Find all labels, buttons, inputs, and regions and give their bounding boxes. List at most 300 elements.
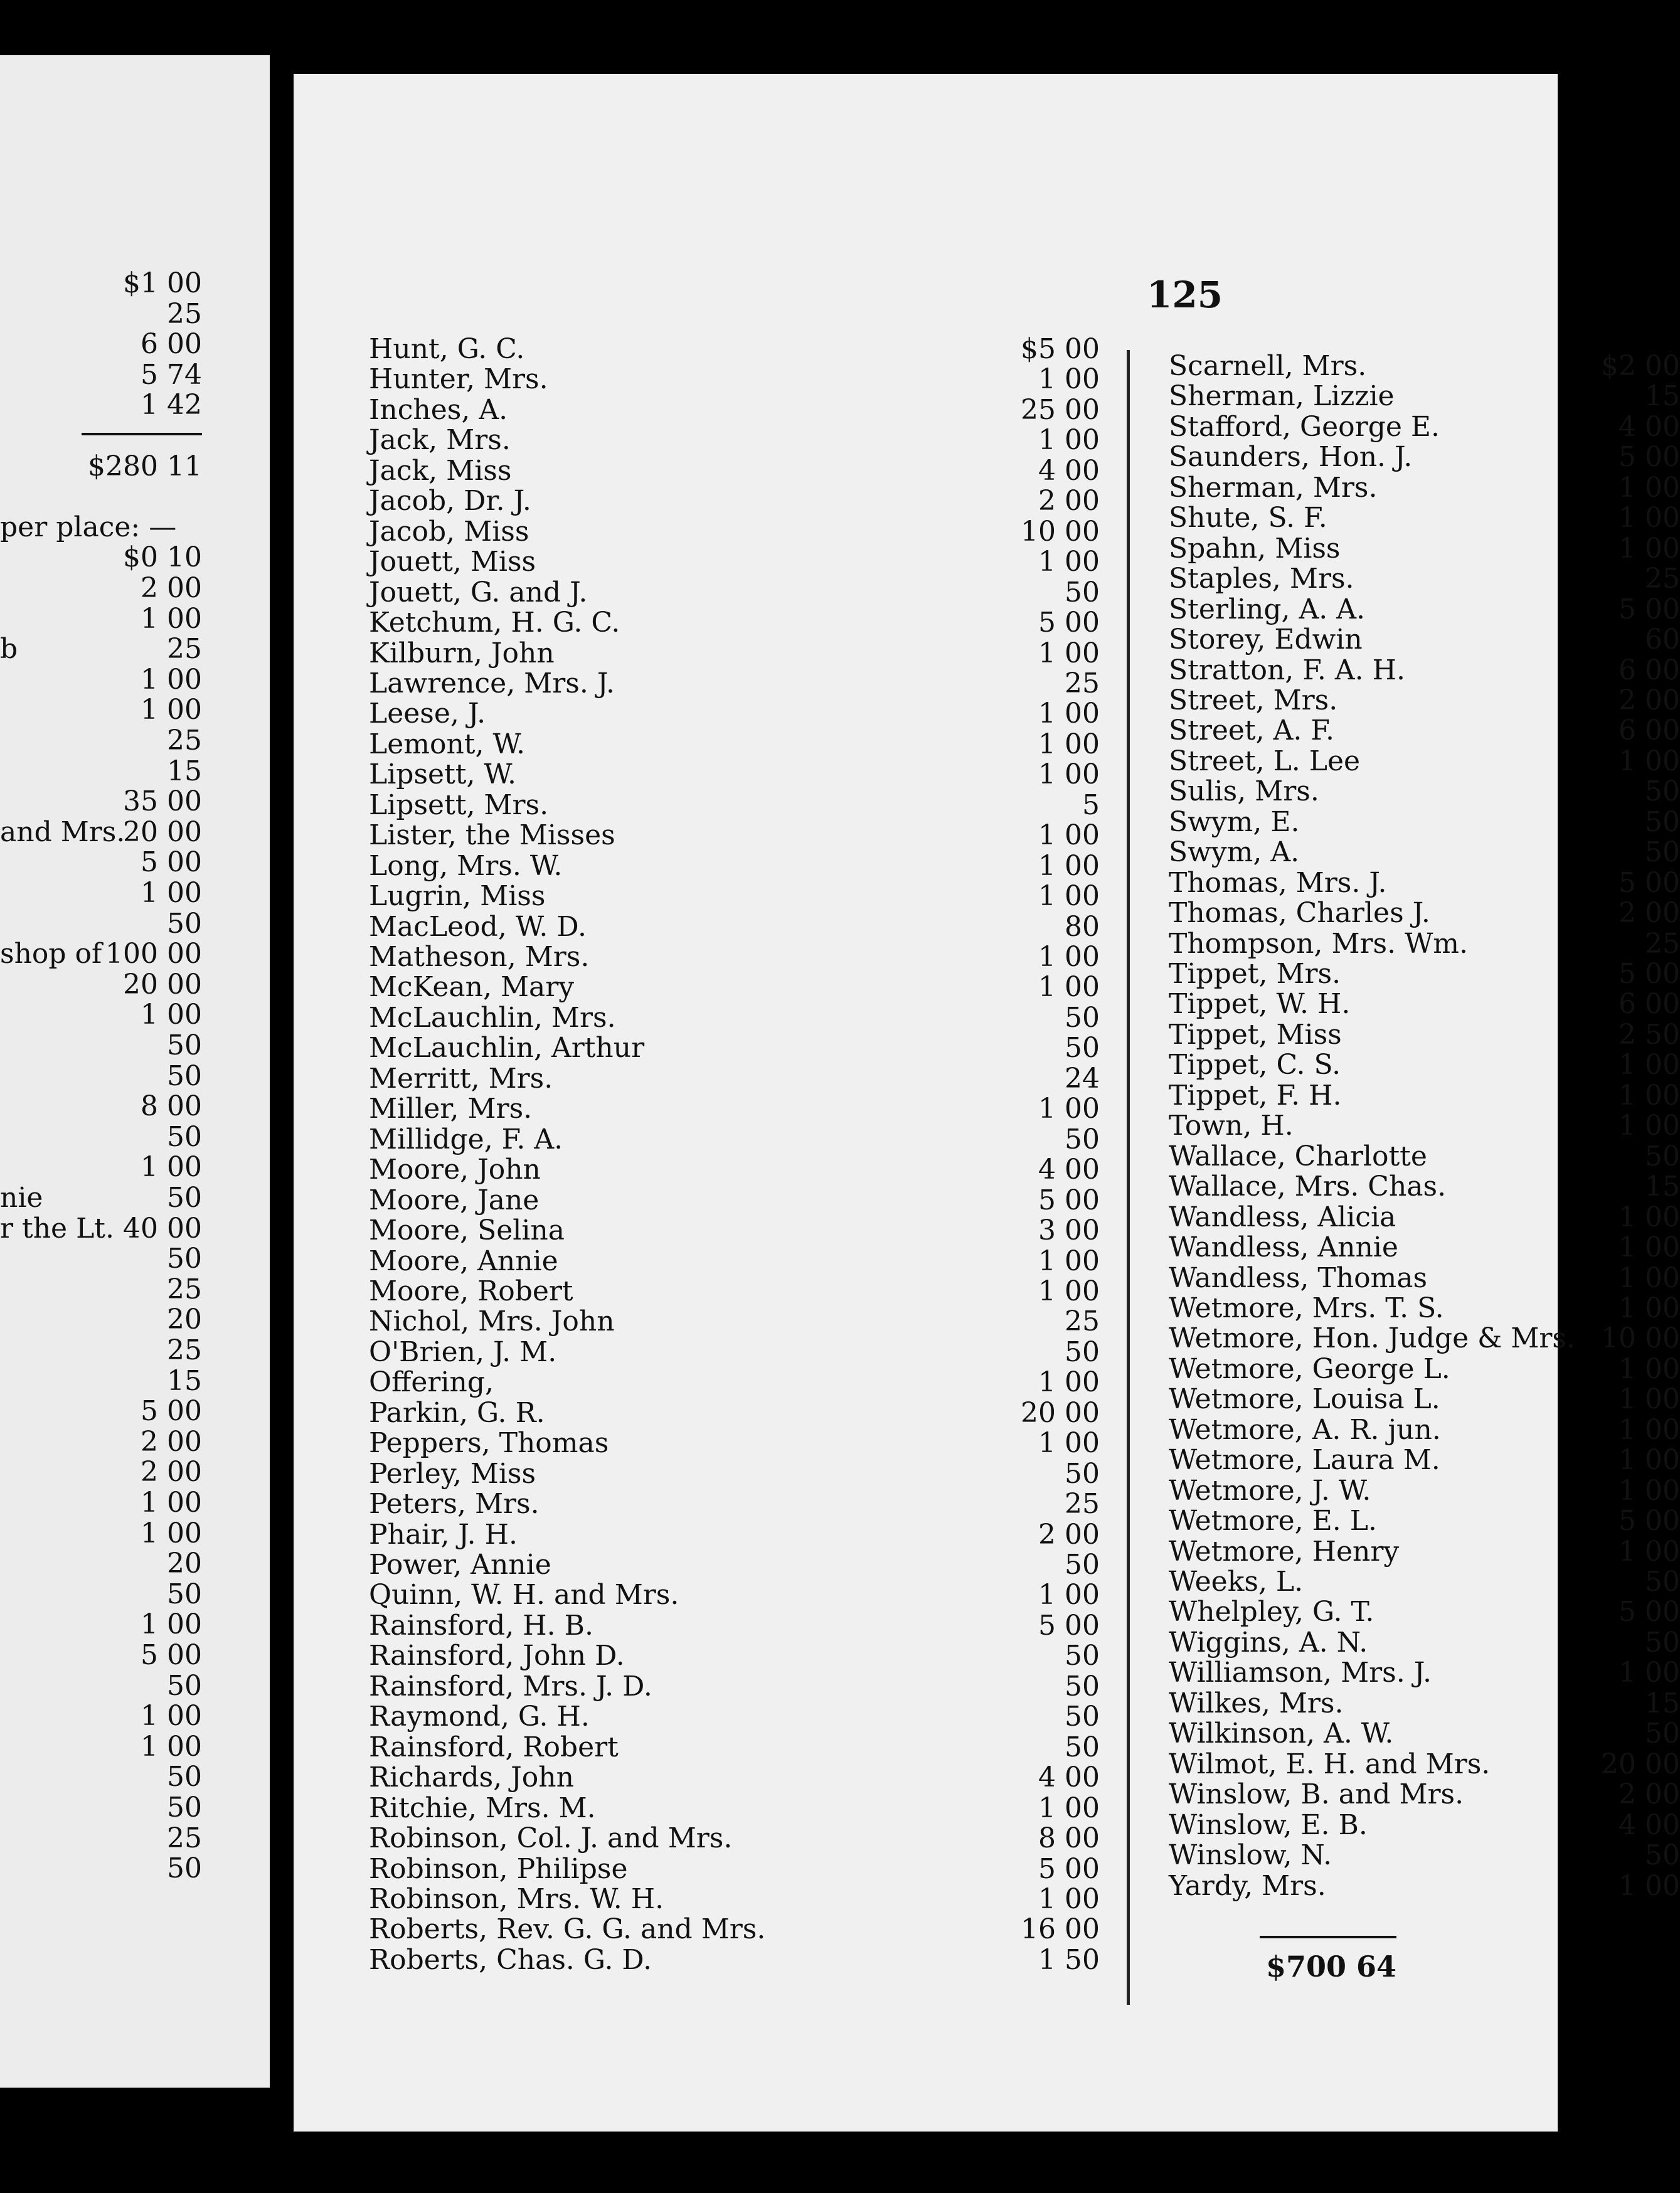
prev-page-line — [0, 1031, 202, 1061]
subscriber-name: MacLeod, W. D. — [369, 910, 587, 943]
subscriber-name: Moore, Selina — [369, 1214, 565, 1247]
entry-row — [1169, 1750, 1680, 1780]
subscriber-name: Wilkes, Mrs. — [1169, 1687, 1344, 1719]
entry-row — [1169, 625, 1680, 655]
prev-page-line — [0, 573, 202, 603]
subscription-amount: 1 50 — [1038, 1943, 1100, 1976]
subscriber-name: Staples, Mrs. — [1169, 563, 1354, 595]
subscription-amount: 1 00 — [1038, 728, 1100, 760]
entry-row — [1169, 1445, 1680, 1475]
subscriber-name: Wetmore, A. R. jun. — [1169, 1413, 1441, 1446]
subscription-amount: 1 00 — [1619, 471, 1680, 504]
subscriber-name: Power, Annie — [369, 1549, 551, 1581]
subscriber-name: Perley, Miss — [369, 1457, 536, 1490]
right-column-total: $700 64 — [1265, 1950, 1396, 1983]
subscriber-name: Lipsett, W. — [369, 758, 516, 791]
entry-row — [369, 942, 1100, 972]
subscriber-name: Thompson, Mrs. Wm. — [1169, 927, 1469, 960]
subscriber-name: Wandless, Annie — [1169, 1231, 1398, 1264]
subscription-amount: 25 — [1065, 1488, 1100, 1521]
prev-page-line — [0, 452, 202, 482]
subscriber-name: Sulis, Mrs. — [1169, 775, 1319, 808]
entry-row — [1169, 1658, 1680, 1688]
subscription-amount: 25 — [1065, 1305, 1100, 1338]
subscription-amount: 24 — [1065, 1062, 1100, 1095]
subscriber-name: Thomas, Mrs. J. — [1169, 866, 1387, 899]
subscriber-name: Rainsford, John D. — [369, 1640, 625, 1672]
prev-page-amount: 1 00 — [141, 1151, 202, 1184]
prev-page-amount: 2 00 — [141, 1425, 202, 1458]
prev-page-amount: 1 00 — [141, 1517, 202, 1549]
prev-page-amount: $1 00 — [123, 267, 202, 299]
entry-row — [1169, 1689, 1680, 1719]
subscriber-name: Jack, Mrs. — [369, 424, 511, 457]
entry-row — [1169, 1780, 1680, 1810]
subscription-amount: 1 00 — [1619, 1444, 1680, 1477]
entry-row — [1169, 1354, 1680, 1384]
entry-row — [369, 1398, 1100, 1428]
subscriber-name: Stratton, F. A. H. — [1169, 654, 1406, 686]
subscription-amount: 50 — [1065, 1670, 1100, 1702]
subscription-amount: 25 — [1065, 667, 1100, 699]
prev-page-line — [0, 1183, 202, 1213]
subscription-amount: 6 00 — [1619, 714, 1680, 747]
subscriber-name: Winslow, N. — [1169, 1839, 1332, 1872]
prev-page-line — [0, 1122, 202, 1152]
prev-page-amount: 20 00 — [123, 968, 202, 1001]
subscription-amount: 1 00 — [1038, 1427, 1100, 1460]
entry-row — [1169, 868, 1680, 898]
prev-page-line — [0, 1000, 202, 1030]
subscriber-name: Peppers, Thomas — [369, 1427, 609, 1460]
entry-row — [369, 1064, 1100, 1094]
subscriber-name: Quinn, W. H. and Mrs. — [369, 1579, 679, 1612]
subscriber-name: Wetmore, Henry — [1169, 1535, 1400, 1568]
entry-row — [1169, 1597, 1680, 1627]
subscription-amount: 50 — [1065, 1701, 1100, 1733]
prev-page-amount: 50 — [167, 1243, 202, 1275]
subscription-amount: 15 — [1645, 1687, 1680, 1719]
entry-row — [369, 639, 1100, 669]
prev-page-amount: 25 — [167, 297, 202, 330]
subscription-amount: 50 — [1645, 1626, 1680, 1659]
prev-page-line — [0, 512, 202, 543]
prev-page-amount: 25 — [167, 1273, 202, 1305]
subscription-amount: 4 00 — [1038, 454, 1100, 487]
entry-row — [369, 1641, 1100, 1671]
subscriber-name: Peters, Mrs. — [369, 1488, 540, 1521]
subscriber-name: Lugrin, Miss — [369, 880, 546, 913]
prev-page-line — [0, 329, 202, 359]
subscription-amount: 20 00 — [1021, 1396, 1100, 1429]
prev-page-line — [0, 726, 202, 756]
prev-page-line — [0, 817, 202, 847]
entry-row — [369, 669, 1100, 699]
prev-page-amount: 5 00 — [141, 1639, 202, 1671]
entry-row — [369, 1367, 1100, 1398]
entry-row — [1169, 1840, 1680, 1871]
prev-page-amount: 1 00 — [141, 1608, 202, 1641]
prev-page-text: per place: — — [0, 511, 177, 543]
entry-row — [1169, 1263, 1680, 1293]
subscription-amount: 50 — [1645, 1140, 1680, 1172]
subscriber-name: Wiggins, A. N. — [1169, 1626, 1368, 1659]
entry-row — [369, 1155, 1100, 1185]
entry-row — [369, 1884, 1100, 1914]
subscriber-name: Robinson, Mrs. W. H. — [369, 1882, 664, 1915]
subscription-amount: 1 00 — [1038, 941, 1100, 973]
subscription-amount: 50 — [1065, 1001, 1100, 1034]
subscription-amount: 5 00 — [1038, 1184, 1100, 1216]
prev-page-amount: 1 00 — [141, 1700, 202, 1733]
subscription-amount: $2 00 — [1601, 350, 1680, 382]
subscriber-name: Rainsford, Robert — [369, 1731, 619, 1763]
prev-page-amount: 50 — [167, 1669, 202, 1702]
subscriber-name: Winslow, E. B. — [1169, 1808, 1368, 1841]
entry-row — [369, 1337, 1100, 1367]
prev-page-text: b — [0, 633, 18, 666]
prev-page-line — [0, 1091, 202, 1122]
subscriber-name: Tippet, Mrs. — [1169, 958, 1341, 990]
prev-page-amount: 2 00 — [141, 1456, 202, 1489]
entry-row — [369, 1094, 1100, 1124]
subscription-amount: 5 — [1082, 789, 1100, 821]
entry-row — [369, 1914, 1100, 1945]
entry-row — [369, 364, 1100, 395]
subscriber-name: Scarnell, Mrs. — [1169, 350, 1367, 382]
entry-row — [369, 760, 1100, 790]
entry-row — [1169, 1081, 1680, 1111]
subscriber-name: Jouett, G. and J. — [369, 576, 588, 608]
prev-page-amount: 1 00 — [141, 663, 202, 696]
subscriber-name: McLauchlin, Mrs. — [369, 1001, 616, 1034]
column-divider — [1127, 350, 1130, 2005]
prev-page-amount: 50 — [167, 1792, 202, 1824]
entry-row — [369, 1580, 1100, 1610]
entry-row — [369, 1125, 1100, 1155]
prev-page-amount: 35 00 — [123, 785, 202, 818]
subscriber-name: Jouett, Miss — [369, 546, 536, 578]
entry-row — [369, 1307, 1100, 1337]
entry-row — [369, 912, 1100, 942]
subscriber-name: Wilkinson, A. W. — [1169, 1718, 1394, 1750]
subscriber-name: Tippet, W. H. — [1169, 988, 1351, 1021]
subscription-amount: 1 00 — [1038, 1792, 1100, 1824]
prev-page-amount: 1 00 — [141, 1487, 202, 1519]
prev-page-line — [0, 1061, 202, 1091]
subscription-amount: 1 00 — [1038, 971, 1100, 1004]
prev-page-line — [0, 1396, 202, 1426]
entry-row — [369, 1489, 1100, 1519]
prev-page-amount: 1 42 — [141, 389, 202, 422]
prev-page-amount: 50 — [167, 1852, 202, 1885]
prev-page-line — [0, 1488, 202, 1518]
subscription-amount: 1 00 — [1038, 546, 1100, 578]
subscriber-name: O'Brien, J. M. — [369, 1335, 557, 1368]
entry-row — [1169, 595, 1680, 625]
prev-page-line — [0, 1640, 202, 1670]
subscriber-name: Wetmore, Mrs. T. S. — [1169, 1292, 1444, 1324]
prev-page-amount: 100 00 — [105, 938, 202, 970]
subscription-amount: 5 00 — [1038, 1609, 1100, 1642]
subscription-amount: 1 00 — [1619, 1079, 1680, 1112]
subscription-amount: 3 00 — [1038, 1214, 1100, 1247]
prev-page-text: shop of — [0, 938, 102, 970]
subscription-amount: 1 00 — [1038, 1275, 1100, 1307]
prev-page-line — [0, 1762, 202, 1792]
prev-page-line — [0, 1580, 202, 1610]
entry-row — [369, 517, 1100, 547]
entry-row — [369, 608, 1100, 638]
prev-page-amount: 1 00 — [141, 877, 202, 909]
subscriber-name: Lemont, W. — [369, 728, 525, 760]
subscription-amount: 1 00 — [1038, 849, 1100, 882]
subscriber-name: Sterling, A. A. — [1169, 593, 1366, 625]
prev-page-amount: 25 — [167, 1822, 202, 1854]
subscription-amount: 4 00 — [1619, 1808, 1680, 1841]
subscriber-name: Jack, Miss — [369, 454, 512, 487]
prev-page-amount: 50 — [167, 1059, 202, 1092]
prev-page-line — [0, 390, 202, 420]
subscriber-name: Jacob, Miss — [369, 515, 529, 548]
subscriber-name: Roberts, Chas. G. D. — [369, 1943, 652, 1976]
prev-page-text: and Mrs. — [0, 815, 125, 848]
subscription-amount: 2 00 — [1038, 485, 1100, 518]
entry-row — [369, 425, 1100, 455]
subscriber-name: Parkin, G. R. — [369, 1396, 545, 1429]
subscriber-name: Wetmore, Louisa L. — [1169, 1383, 1440, 1416]
subscriber-name: Rainsford, Mrs. J. D. — [369, 1670, 652, 1702]
subscriber-name: Williamson, Mrs. J. — [1169, 1657, 1432, 1689]
prev-page-amount: 1 00 — [141, 694, 202, 726]
prev-page-amount: 5 00 — [141, 846, 202, 879]
subscription-amount: 15 — [1645, 1171, 1680, 1203]
subscription-amount: 1 00 — [1038, 1366, 1100, 1399]
subscriber-name: Roberts, Rev. G. G. and Mrs. — [369, 1913, 766, 1946]
subscription-amount: 1 00 — [1619, 1657, 1680, 1689]
subscription-amount: 5 00 — [1619, 958, 1680, 990]
subscriber-name: Town, H. — [1169, 1110, 1294, 1142]
entry-row — [1169, 837, 1680, 868]
subscription-amount: 1 00 — [1038, 363, 1100, 396]
subscription-amount: 50 — [1645, 1718, 1680, 1750]
subscription-amount: 1 00 — [1619, 1352, 1680, 1385]
subscription-amount: 1 00 — [1038, 1579, 1100, 1612]
entry-row — [369, 547, 1100, 577]
subscription-amount: 2 00 — [1619, 1778, 1680, 1811]
prev-page-text: nie — [0, 1182, 43, 1214]
entry-row — [369, 486, 1100, 516]
subscription-amount: 1 00 — [1619, 1535, 1680, 1568]
entry-row — [369, 1246, 1100, 1277]
subscription-amount: 5 00 — [1038, 607, 1100, 639]
subscriber-name: Ketchum, H. G. C. — [369, 607, 620, 639]
entry-row — [1169, 1020, 1680, 1050]
subscriber-name: McKean, Mary — [369, 971, 575, 1004]
prev-page-amount: 15 — [167, 1364, 202, 1397]
subscription-amount: 4 00 — [1038, 1154, 1100, 1186]
prev-page-line — [0, 1366, 202, 1396]
subscription-amount: 1 00 — [1619, 1231, 1680, 1264]
subscription-amount: 25 00 — [1021, 393, 1100, 426]
subscriber-name: Millidge, F. A. — [369, 1123, 563, 1155]
prev-page-line — [0, 268, 202, 299]
prev-page-amount: 50 — [167, 1578, 202, 1610]
prev-page-line — [0, 1152, 202, 1182]
entry-row — [369, 334, 1100, 364]
page-number: 125 — [1147, 273, 1223, 316]
entry-row — [1169, 1172, 1680, 1202]
subscriber-name: Thomas, Charles J. — [1169, 897, 1430, 930]
subscription-amount: 1 00 — [1619, 1261, 1680, 1294]
entry-row — [1169, 807, 1680, 837]
subscriber-name: Ritchie, Mrs. M. — [369, 1792, 596, 1824]
prev-page-amount: 5 00 — [141, 1395, 202, 1428]
entry-row — [369, 1003, 1100, 1033]
entry-row — [369, 1702, 1100, 1732]
subscription-amount: 6 00 — [1619, 988, 1680, 1021]
subscription-amount: 50 — [1645, 775, 1680, 808]
previous-page-fragment — [0, 55, 270, 2088]
prev-page-line — [0, 665, 202, 695]
subscription-amount: 1 00 — [1619, 1049, 1680, 1081]
entry-row — [369, 1033, 1100, 1063]
prev-page-amount: 50 — [167, 907, 202, 940]
entry-row — [1169, 381, 1680, 412]
subscription-amount: 25 — [1645, 563, 1680, 595]
entry-row — [369, 1611, 1100, 1641]
entry-row — [369, 1459, 1100, 1489]
entry-row — [369, 1733, 1100, 1763]
subscriber-name: Spahn, Miss — [1169, 532, 1341, 565]
prev-page-amount: 1 00 — [141, 1730, 202, 1763]
entry-row — [369, 1763, 1100, 1793]
entry-row — [1169, 503, 1680, 533]
subscription-amount: 1 00 — [1619, 502, 1680, 534]
prev-page-line — [0, 1824, 202, 1854]
prev-page-line — [0, 909, 202, 939]
entry-row — [1169, 959, 1680, 989]
prev-page-line — [0, 1214, 202, 1244]
subscription-amount: 50 — [1065, 1731, 1100, 1763]
subscription-amount: 1 00 — [1619, 1110, 1680, 1142]
prev-page-line — [0, 1793, 202, 1823]
subscriber-name: Leese, J. — [369, 698, 486, 730]
subscription-amount: 50 — [1645, 1839, 1680, 1872]
prev-page-line — [0, 1671, 202, 1701]
subscription-amount: 1 00 — [1038, 1245, 1100, 1277]
prev-page-amount: 1 00 — [141, 602, 202, 635]
subscriber-name: Wetmore, George L. — [1169, 1352, 1450, 1385]
entry-row — [1169, 1233, 1680, 1263]
subscription-amount: 50 — [1645, 805, 1680, 838]
subscription-amount: 15 — [1645, 380, 1680, 413]
entry-row — [1169, 898, 1680, 928]
subscriber-name: Street, Mrs. — [1169, 684, 1338, 716]
entry-row — [1169, 1203, 1680, 1233]
subscription-amount: 1 00 — [1619, 745, 1680, 777]
subscription-amount: 50 — [1065, 1640, 1100, 1672]
subscription-amount: 50 — [1065, 576, 1100, 608]
entry-row — [1169, 777, 1680, 807]
prev-page-line — [0, 847, 202, 878]
entry-row — [369, 395, 1100, 425]
subscription-amount: 1 00 — [1619, 1292, 1680, 1324]
prev-page-amount: 8 00 — [141, 1090, 202, 1123]
prev-page-amount: 50 — [167, 1120, 202, 1153]
subscriber-name: Hunter, Mrs. — [369, 363, 548, 396]
subscription-amount: 1 00 — [1038, 880, 1100, 913]
subscriber-name: Wilmot, E. H. and Mrs. — [1169, 1748, 1491, 1780]
entry-row — [1169, 716, 1680, 746]
entry-row — [369, 1428, 1100, 1458]
prev-page-line — [0, 1610, 202, 1640]
subscriber-name: Sherman, Lizzie — [1169, 380, 1395, 413]
prev-page-amount: 25 — [167, 633, 202, 666]
prev-page-line — [0, 757, 202, 787]
entry-row — [1169, 1537, 1680, 1567]
subscriber-name: Street, L. Lee — [1169, 745, 1361, 777]
prev-page-line — [0, 1275, 202, 1305]
subscription-amount: 1 00 — [1038, 1093, 1100, 1125]
subscriber-name: Tippet, C. S. — [1169, 1049, 1341, 1081]
subscription-amount: 50 — [1645, 1566, 1680, 1598]
subscriber-name: Phair, J. H. — [369, 1518, 518, 1551]
subscriber-name: Kilburn, John — [369, 637, 555, 669]
subscriber-name: Richards, John — [369, 1761, 574, 1794]
entry-row — [1169, 564, 1680, 594]
entry-row — [369, 699, 1100, 729]
entry-row — [369, 1216, 1100, 1246]
prev-page-line — [0, 543, 202, 573]
subscriber-name: Wallace, Mrs. Chas. — [1169, 1171, 1447, 1203]
subscriber-name: Wandless, Thomas — [1169, 1261, 1428, 1294]
prev-page-line — [0, 1305, 202, 1335]
entry-row — [369, 820, 1100, 851]
subscription-amount: 10 00 — [1601, 1322, 1680, 1355]
entry-row — [369, 851, 1100, 881]
prev-page-line — [0, 1335, 202, 1366]
subscription-amount: 60 — [1645, 624, 1680, 656]
subscription-amount: 2 00 — [1619, 684, 1680, 716]
prev-page-line — [0, 1549, 202, 1579]
subscriber-name: Stafford, George E. — [1169, 410, 1440, 443]
prev-page-line — [0, 604, 202, 634]
subscription-amount: 50 — [1645, 836, 1680, 869]
subscription-amount: 50 — [1065, 1335, 1100, 1368]
subscriber-name: Wetmore, E. L. — [1169, 1505, 1377, 1537]
subscription-amount: 25 — [1645, 927, 1680, 960]
subscription-amount: 50 — [1065, 1457, 1100, 1490]
subscription-amount: 50 — [1065, 1032, 1100, 1065]
prev-page-amount: 6 00 — [141, 328, 202, 361]
subscription-amount: 5 00 — [1619, 593, 1680, 625]
prev-page-line — [0, 970, 202, 1000]
subscription-amount: 16 00 — [1021, 1913, 1100, 1946]
subscriber-name: Moore, Annie — [369, 1245, 558, 1277]
entry-row — [1169, 1142, 1680, 1172]
entry-row — [1169, 656, 1680, 686]
entry-row — [369, 1672, 1100, 1702]
total-rule — [1260, 1936, 1396, 1938]
subscriber-name: Jacob, Dr. J. — [369, 485, 531, 518]
subscriber-name: Storey, Edwin — [1169, 624, 1363, 656]
prev-page-line — [0, 1519, 202, 1549]
entry-row — [1169, 1871, 1680, 1901]
entry-row — [369, 1550, 1100, 1580]
subscriber-name: Saunders, Hon. J. — [1169, 441, 1413, 474]
entry-row — [369, 730, 1100, 760]
